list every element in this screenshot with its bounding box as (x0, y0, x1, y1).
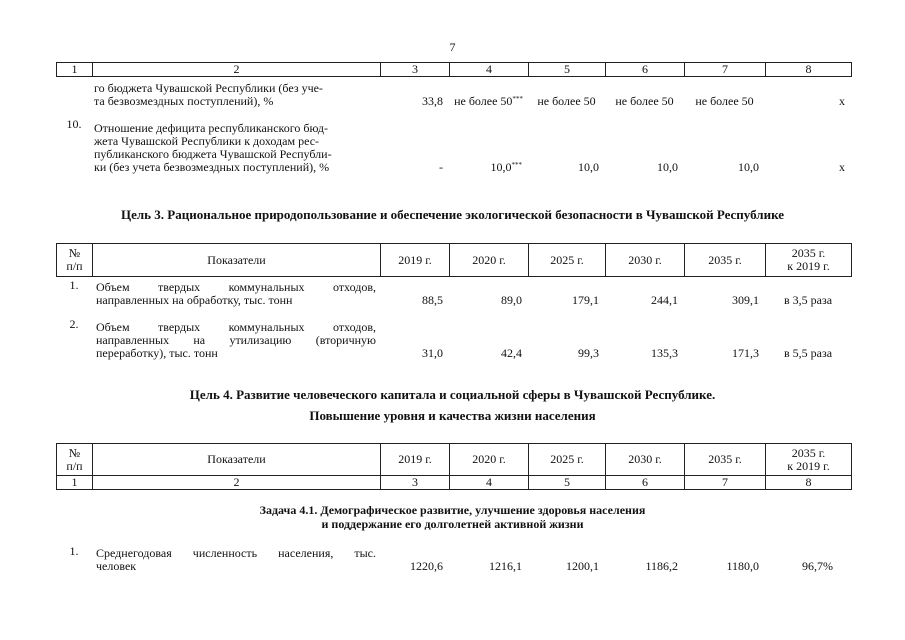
header-number (57, 244, 93, 277)
goal4-rows-table (56, 545, 851, 573)
cell-2025: 179,1 (572, 293, 599, 307)
goal3-rows-table (56, 279, 851, 360)
table-row (56, 279, 851, 307)
cell-2030: 1186,2 (645, 559, 678, 573)
row-text-line: человек (96, 559, 137, 573)
cell-2019: 31,0 (422, 346, 443, 360)
cell-v5: 10,0 (578, 160, 599, 174)
cell-v3: - (439, 160, 443, 174)
header-ratio-line1: 2035 г. (791, 445, 826, 460)
header-indicators: Показатели (93, 444, 381, 476)
task41-heading-line1: Задача 4.1. Демографическое развитие, улучшение здоровья населения (259, 503, 646, 517)
row-text-line: переработку), тыс. тонн (96, 346, 218, 360)
col-number-2: 2 (93, 476, 381, 490)
row-text-line: го бюджета Чувашской Республики (без уче- (94, 81, 323, 95)
cell-2019: 88,5 (422, 293, 443, 307)
goal4-heading-line2: Повышение уровня и качества жизни населения (309, 408, 596, 423)
cell-v7: 10,0 (738, 160, 759, 174)
cell-v6: не более 50 (615, 94, 674, 108)
cell-2035: 171,3 (732, 346, 759, 360)
col-number-8: 8 (766, 63, 852, 77)
task41-heading-line2: и поддержание его долголетней активной жизни (321, 517, 584, 531)
header-number-line2: п/п (66, 458, 83, 473)
col-number-7: 7 (685, 63, 766, 77)
header-ratio (766, 444, 852, 476)
row-text-line: направленных на утилизацию (вторичную (96, 333, 376, 347)
cell-2035: 1180,0 (726, 559, 759, 573)
col-number-6: 6 (606, 63, 685, 77)
row-text (92, 78, 380, 108)
goal3-header-table (56, 243, 852, 277)
footnote-mark: *** (511, 161, 522, 169)
col-number-7: 7 (685, 476, 766, 490)
goal3-heading: Цель 3. Рациональное природопользование и обеспечение экологической безопасности в Чувашской Республике (120, 207, 785, 222)
row-text (92, 118, 380, 174)
cell-2020: 42,4 (501, 346, 522, 360)
cell-v4-value: 10,0 (490, 160, 512, 174)
row-text (92, 279, 380, 307)
header-ratio (766, 244, 852, 277)
goal4-heading-line1: Цель 4. Развитие человеческого капитала и социальной сферы в Чувашской Республике. (189, 387, 716, 402)
col-number-8: 8 (766, 476, 852, 490)
table-row (56, 545, 851, 573)
cell-2019: 1220,6 (410, 559, 443, 573)
row-number: 2. (69, 317, 79, 331)
cell-v7: не более 50 (695, 94, 754, 108)
row-number: 1. (69, 544, 79, 558)
row-text (92, 318, 380, 360)
header-number (57, 444, 93, 476)
goal4-header-table (56, 443, 852, 490)
header-2025: 2025 г. (529, 444, 606, 476)
header-ratio-line2: к 2019 г. (787, 259, 830, 273)
cell-ratio: 96,7% (802, 559, 833, 573)
row-text-line: та безвозмездных поступлений), % (94, 94, 274, 108)
cell-2030: 244,1 (651, 293, 678, 307)
row-text-line: направленных на обработку, тыс. тонн (96, 293, 293, 307)
row-number (56, 78, 92, 108)
col-number-1: 1 (57, 63, 93, 77)
cell-2025: 99,3 (578, 346, 599, 360)
cell-2030: 135,3 (651, 346, 678, 360)
header-2025: 2025 г. (529, 244, 606, 277)
header-ratio-line2: к 2019 г. (787, 458, 830, 473)
row-number: 10. (66, 117, 82, 131)
cell-v4-value: не более 50 (454, 94, 513, 108)
header-2020: 2020 г. (450, 244, 529, 277)
cell-ratio: в 5,5 раза (783, 346, 833, 360)
row-text-line: жета Чувашской Республики к доходам рес- (94, 134, 320, 148)
header-2035: 2035 г. (685, 244, 766, 277)
table-row (56, 118, 851, 174)
col-number-6: 6 (606, 476, 685, 490)
row-text-line: Отношение дефицита республиканского бюд- (94, 121, 328, 135)
cell-2020: 89,0 (501, 293, 522, 307)
row-number: 1. (69, 278, 79, 292)
cell-v4 (449, 118, 528, 174)
col-number-5: 5 (529, 476, 606, 490)
col-number-5: 5 (529, 63, 606, 77)
table-row (56, 318, 851, 360)
cell-v3: 33,8 (422, 94, 443, 108)
cell-v6: 10,0 (657, 160, 678, 174)
cell-2035: 309,1 (732, 293, 759, 307)
page-number: 7 (449, 40, 456, 54)
cell-ratio: в 3,5 раза (783, 293, 833, 307)
row-text (92, 545, 380, 573)
header-number-line2: п/п (66, 259, 83, 273)
col-number-4: 4 (450, 63, 529, 77)
row-text-line: ки (без учета безвозмездных поступлений), % (94, 160, 330, 174)
header-2020: 2020 г. (450, 444, 529, 476)
row-text-line: Среднегодовая численность населения, тыс. (96, 546, 376, 560)
cell-v4 (449, 78, 528, 108)
col-number-3: 3 (381, 63, 450, 77)
row-text-line: Объем твердых коммунальных отходов, (96, 320, 376, 334)
cell-2020: 1216,1 (489, 559, 522, 573)
cell-v5: не более 50 (537, 94, 596, 108)
cell-2025: 1200,1 (566, 559, 599, 573)
table-row (56, 78, 851, 108)
row-text-line: публиканского бюджета Чувашской Республи- (94, 147, 332, 161)
top-column-numbers-table (56, 62, 852, 77)
footnote-mark: *** (512, 95, 523, 103)
header-2030: 2030 г. (606, 244, 685, 277)
header-ratio-line1: 2035 г. (791, 246, 826, 260)
col-number-3: 3 (381, 476, 450, 490)
header-2035: 2035 г. (685, 444, 766, 476)
col-number-2: 2 (93, 63, 381, 77)
header-2019: 2019 г. (381, 244, 450, 277)
cell-v8: х (839, 94, 845, 108)
col-number-4: 4 (450, 476, 529, 490)
col-number-1: 1 (57, 476, 93, 490)
row-text-line: Объем твердых коммунальных отходов, (96, 280, 376, 294)
header-number-line1: № (68, 445, 81, 460)
header-number-line1: № (68, 246, 81, 260)
header-2019: 2019 г. (381, 444, 450, 476)
top-rows-table (56, 78, 851, 174)
header-indicators: Показатели (93, 244, 381, 277)
cell-v8: х (839, 160, 845, 174)
header-2030: 2030 г. (606, 444, 685, 476)
